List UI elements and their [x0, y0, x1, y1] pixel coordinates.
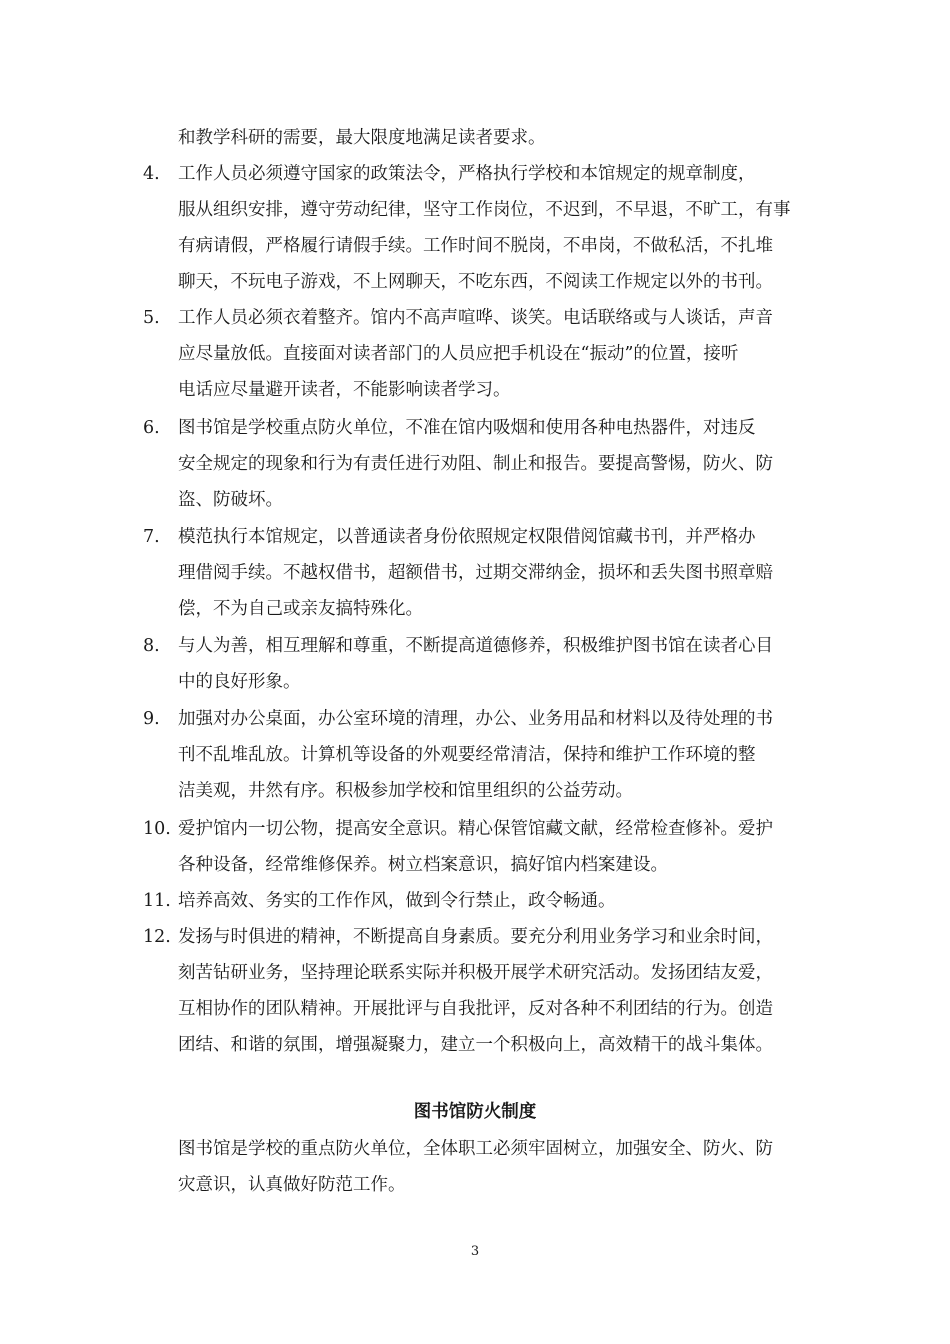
- item-number: 12.: [143, 927, 171, 947]
- paragraph-line: 图书馆是学校的重点防火单位，全体职工必须牢固树立，加强安全、防火、防: [178, 1139, 773, 1159]
- paragraph-line: 偿，不为自己或亲友搞特殊化。: [178, 599, 423, 619]
- paragraph-line: 盗、防破坏。: [178, 490, 283, 510]
- paragraph-line: 应尽量放低。直接面对读者部门的人员应把手机设在“振动”的位置，接听: [178, 344, 739, 364]
- paragraph-line: 灾意识，认真做好防范工作。: [178, 1175, 406, 1195]
- paragraph-line: 模范执行本馆规定，以普通读者身份依照规定权限借阅馆藏书刊，并严格办: [178, 527, 756, 547]
- paragraph-line: 和教学科研的需要，最大限度地满足读者要求。: [178, 128, 546, 148]
- paragraph-line: 服从组织安排，遵守劳动纪律，坚守工作岗位，不迟到，不早退，不旷工，有事: [178, 200, 791, 220]
- paragraph-line: 培养高效、务实的工作作风，做到令行禁止，政令畅通。: [178, 891, 616, 911]
- paragraph-line: 团结、和谐的氛围，增强凝聚力，建立一个积极向上，高效精干的战斗集体。: [178, 1035, 773, 1055]
- paragraph-line: 爱护馆内一切公物，提高安全意识。精心保管馆藏文献，经常检查修补。爱护: [178, 819, 773, 839]
- paragraph-line: 刊不乱堆乱放。计算机等设备的外观要经常清洁，保持和维护工作环境的整: [178, 745, 756, 765]
- item-number: 6.: [143, 418, 160, 438]
- paragraph-line: 发扬与时俱进的精神，不断提高自身素质。要充分利用业务学习和业余时间，: [178, 927, 773, 947]
- paragraph-line: 电话应尽量避开读者，不能影响读者学习。: [178, 380, 511, 400]
- paragraph-line: 图书馆是学校重点防火单位，不准在馆内吸烟和使用各种电热器件，对违反: [178, 418, 756, 438]
- paragraph-line: 安全规定的现象和行为有责任进行劝阻、制止和报告。要提高警惕，防火、防: [178, 454, 773, 474]
- item-number: 8.: [143, 636, 160, 656]
- paragraph-line: 中的良好形象。: [178, 672, 301, 692]
- item-number: 4.: [143, 164, 160, 184]
- page-number: 3: [470, 1244, 480, 1259]
- paragraph-line: 洁美观，井然有序。积极参加学校和馆里组织的公益劳动。: [178, 781, 633, 801]
- paragraph-line: 刻苦钻研业务，坚持理论联系实际并积极开展学术研究活动。发扬团结友爱，: [178, 963, 773, 983]
- paragraph-line: 工作人员必须遵守国家的政策法令，严格执行学校和本馆规定的规章制度，: [178, 164, 756, 184]
- item-number: 7.: [143, 527, 160, 547]
- paragraph-line: 加强对办公桌面，办公室环境的清理，办公、业务用品和材料以及待处理的书: [178, 709, 773, 729]
- section-title: 图书馆防火制度: [413, 1102, 537, 1122]
- item-number: 9.: [143, 709, 160, 729]
- paragraph-line: 工作人员必须衣着整齐。馆内不高声喧哗、谈笑。电话联络或与人谈话，声音: [178, 308, 773, 328]
- paragraph-line: 各种设备，经常维修保养。树立档案意识，搞好馆内档案建设。: [178, 855, 668, 875]
- paragraph-line: 与人为善，相互理解和尊重，不断提高道德修养，积极维护图书馆在读者心目: [178, 636, 773, 656]
- paragraph-line: 聊天，不玩电子游戏，不上网聊天，不吃东西，不阅读工作规定以外的书刊。: [178, 272, 773, 292]
- paragraph-line: 理借阅手续。不越权借书，超额借书，过期交滞纳金，损坏和丢失图书照章赔: [178, 563, 773, 583]
- item-number: 10.: [143, 819, 171, 839]
- item-number: 5.: [143, 308, 160, 328]
- paragraph-line: 互相协作的团队精神。开展批评与自我批评，反对各种不利团结的行为。创造: [178, 999, 773, 1019]
- item-number: 11.: [143, 891, 171, 911]
- paragraph-line: 有病请假，严格履行请假手续。工作时间不脱岗，不串岗，不做私活，不扎堆: [178, 236, 773, 256]
